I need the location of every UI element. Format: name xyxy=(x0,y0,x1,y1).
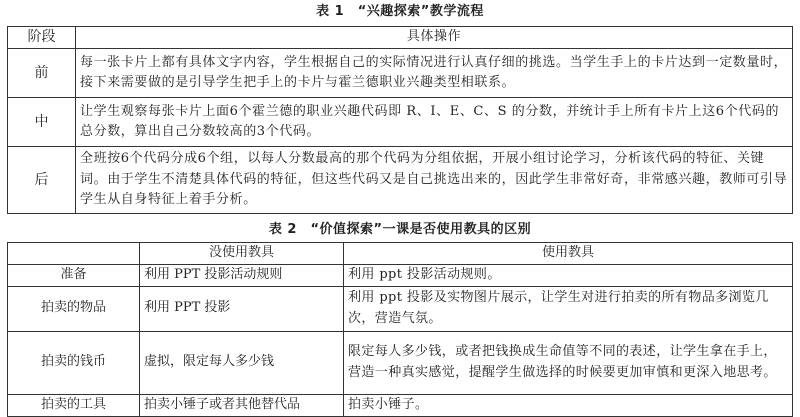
table-row xyxy=(8,331,793,394)
table-row xyxy=(8,286,793,331)
with-aids-cell: 利用 ppt 投影活动规则。 xyxy=(344,264,793,286)
operation-cell: 让学生观察每张卡片上面6个霍兰德的职业兴趣代码即 R、I、E、C、S 的分数，并统计手上所有卡片上这6个代码的总分数，算出自己分数较高的3个代码。 xyxy=(76,98,793,147)
table-header-row xyxy=(8,27,793,49)
without-aids-cell: 利用 PPT 投影 xyxy=(140,286,344,331)
header-without-aids: 没使用教具 xyxy=(140,243,344,265)
header-operation: 具体操作 xyxy=(76,27,793,49)
table-header-row xyxy=(8,243,793,265)
item-cell: 拍卖的物品 xyxy=(8,286,140,331)
teaching-process-table xyxy=(7,26,793,214)
without-aids-cell: 利用 PPT 投影活动规则 xyxy=(140,264,344,286)
header-item xyxy=(8,243,140,265)
without-aids-cell: 虚拟，限定每人多少钱 xyxy=(140,331,344,394)
without-aids-cell: 拍卖小锤子或者其他替代品 xyxy=(140,394,344,416)
table-row xyxy=(8,49,793,98)
item-cell: 准备 xyxy=(8,264,140,286)
with-aids-cell: 拍卖小锤子。 xyxy=(344,394,793,416)
table-row xyxy=(8,394,793,416)
operation-cell: 每一张卡片上都有具体文字内容，学生根据自己的实际情况进行认真仔细的挑选。当学生手上的卡片达到一定数量时，接下来需要做的是引导学生把手上的卡片与霍兰德职业兴趣类型相联系。 xyxy=(76,49,793,98)
stage-cell: 后 xyxy=(8,147,76,214)
teaching-aids-comparison-table xyxy=(7,242,793,417)
operation-cell: 全班按6个代码分成6个组，以每人分数最高的那个代码为分组依据，开展小组讨论学习，分析该代码的特征、关键词。由于学生不清楚具体代码的特征，但这些代码又是自己挑选出来的，因此学生非常好奇，非常感兴趣，教师可引导学生从自身特征上着手分析。 xyxy=(76,147,793,214)
header-with-aids: 使用教具 xyxy=(344,243,793,265)
table-row xyxy=(8,98,793,147)
table-row xyxy=(8,147,793,214)
table1-caption: 表 1 “兴趣探索”教学流程 xyxy=(316,4,484,19)
item-cell: 拍卖的工具 xyxy=(8,394,140,416)
with-aids-cell: 限定每人多少钱，或者把钱换成生命值等不同的表述，让学生拿在手上，营造一种真实感觉，提醒学生做选择的时候要更加审慎和更深入地思考。 xyxy=(344,331,793,394)
header-stage: 阶段 xyxy=(8,27,76,49)
table2-caption: 表 2 “价值探索”一课是否使用教具的区别 xyxy=(268,222,532,237)
stage-cell: 中 xyxy=(8,98,76,147)
table-row xyxy=(8,264,793,286)
stage-cell: 前 xyxy=(8,49,76,98)
item-cell: 拍卖的钱币 xyxy=(8,331,140,394)
with-aids-cell: 利用 ppt 投影及实物图片展示，让学生对进行拍卖的所有物品多浏览几次，营造气氛。 xyxy=(344,286,793,331)
